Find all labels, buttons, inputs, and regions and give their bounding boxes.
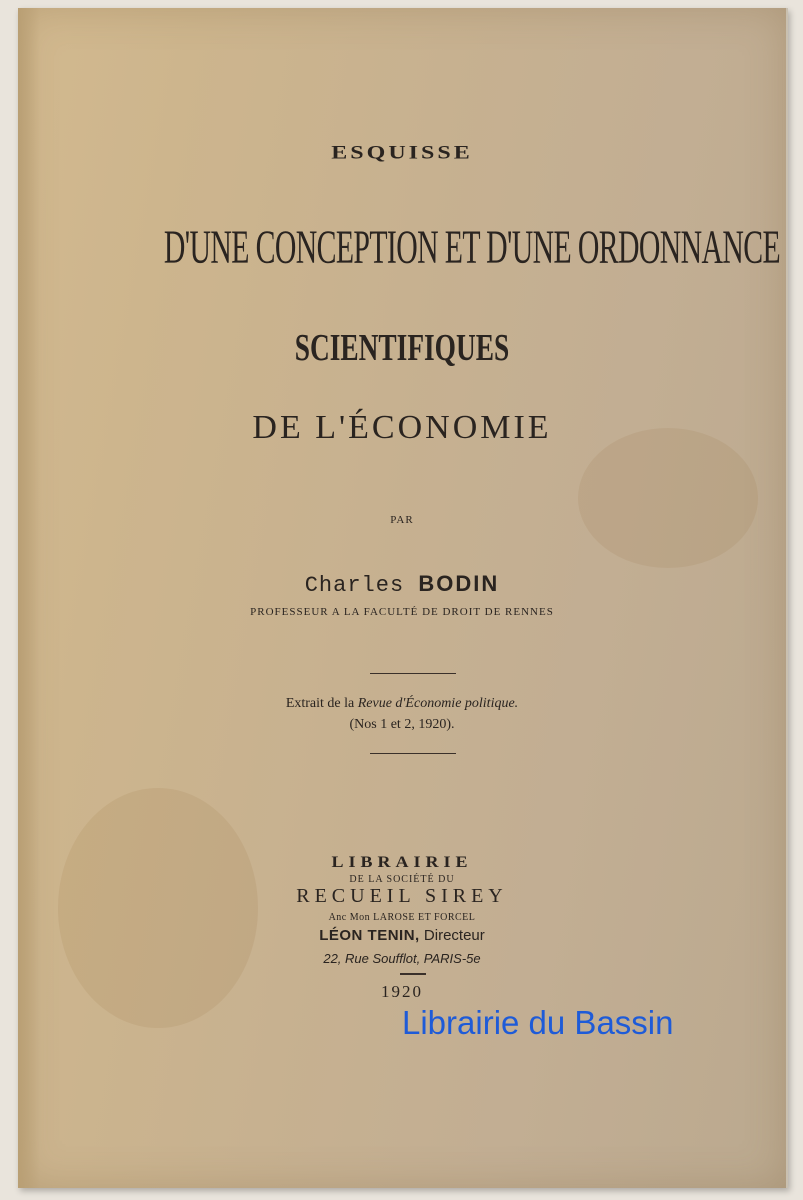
paper-stain [578,428,758,568]
series-title: ESQUISSE [331,142,473,164]
by-label: PAR [390,514,414,526]
divider-bottom [370,753,456,754]
extract-journal: Revue d'Économie politique. [357,696,519,711]
publisher-label: LIBRAIRIE [331,853,473,871]
publication-year: 1920 [381,982,423,1001]
publisher-former-name: Anc Mon LAROSE ET FORCEL [328,912,476,923]
title-line-1: D'UNE CONCEPTION ET D'UNE ORDONNANCE [163,221,781,274]
director-name: LÉON TENIN, [319,927,420,944]
publisher-society: DE LA SOCIÉTÉ DU [349,874,455,885]
author-first-name: Charles [304,573,405,598]
extract-note [18,696,786,712]
cover-spine-edge [18,8,40,1188]
year-dash [400,973,426,975]
author-last-name: BODIN [418,571,500,596]
seller-watermark: Librairie du Bassin [402,1004,674,1041]
title-line-3: DE L'ÉCONOMIE [252,409,552,446]
extract-prefix: Extrait de la [285,696,355,711]
author-title: PROFESSEUR A LA FACULTÉ DE DROIT DE RENNES [250,606,554,618]
author-name [18,571,786,598]
extract-numbers: (Nos 1 et 2, 1920). [349,717,455,732]
publisher-name: RECUEIL SIREY [296,885,508,907]
title-line-2: SCIENTIFIQUES [294,327,510,369]
publisher-address: 22, Rue Soufflot, PARIS-5e [323,951,481,966]
divider-top [370,673,456,674]
publisher-director [18,927,786,944]
director-title: Directeur [423,927,485,944]
